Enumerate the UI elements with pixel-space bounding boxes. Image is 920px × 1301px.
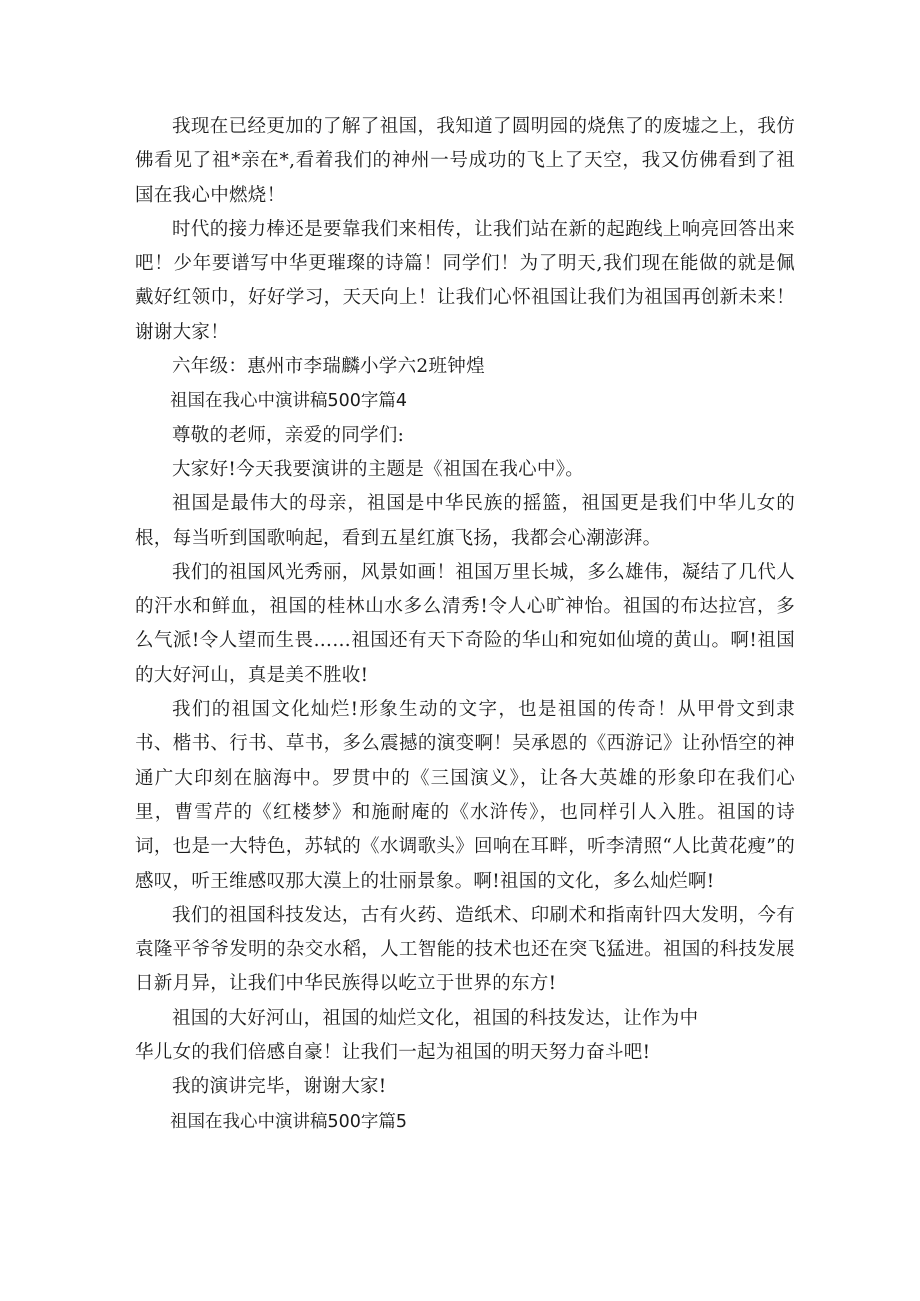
section-heading-4: 祖国在我心中演讲稿500字篇4 [170, 391, 408, 412]
paragraph-relay-baton: 时代的接力棒还是要靠我们来相传，让我们站在新的起跑线上响亮回答出来吧！少年要谱写中华更璀璨的诗篇！同学们！为了明天,我们现在能做的就是佩戴好红领巾，好好学习，天天向上！让我们心怀祖国让我们为祖国再创新未来！谢谢大家！ [135, 218, 795, 343]
paragraph-culture: 我们的祖国文化灿烂!形象生动的文字，也是祖国的传奇！从甲骨文到隶书、楷书、行书、草书，多么震撼的演变啊！吴承恩的《西游记》让孙悟空的神通广大印刻在脑海中。罗贯中的《三国演义》，让各大英雄的形象印在我们心里，曹雪芹的《红楼梦》和施耐庵的《水浒传》，也同样引人入胜。祖国的诗词，也是一大特色，苏轼的《水调歌头》回响在耳畔，听李清照“人比黄花瘦”的感叹，听王维感叹那大漠上的壮丽景象。啊!祖国的文化，多么灿烂啊! [135, 699, 795, 892]
salutation: 尊敬的老师，亲爱的同学们: [172, 424, 405, 446]
paragraph-great-mother: 祖国是最伟大的母亲，祖国是中华民族的摇篮，祖国更是我们中华儿女的根，每当听到国歌响起，看到五星红旗飞扬，我都会心潮澎湃。 [135, 493, 795, 549]
section-heading-5: 祖国在我心中演讲稿500字篇5 [170, 1111, 408, 1132]
paragraph-pride-line-2: 华儿女的我们倍感自豪！让我们一起为祖国的明天努力奋斗吧! [135, 1042, 651, 1064]
document-body [135, 110, 795, 1139]
paragraph-understanding-motherland: 我现在已经更加的了解了祖国，我知道了圆明园的烧焦了的废墟之上，我仿佛看见了祖*亲在*,看着我们的神州一号成功的飞上了天空，我又仿佛看到了祖国在我心中燃烧！ [135, 116, 795, 206]
paragraph-scenery: 我们的祖国风光秀丽，风景如画！祖国万里长城，多么雄伟，凝结了几代人的汗水和鲜血，祖国的桂林山水多么清秀!令人心旷神怡。祖国的布达拉宫，多么气派!令人望而生畏……祖国还有天下奇险的华山和宛如仙境的黄山。啊!祖国的大好河山，真是美不胜收! [135, 561, 795, 686]
closing-line: 我的演讲完毕，谢谢大家! [172, 1076, 387, 1098]
paragraph-technology: 我们的祖国科技发达，古有火药、造纸术、印刷术和指南针四大发明，今有袁隆平爷爷发明的杂交水稻，人工智能的技术也还在突飞猛进。祖国的科技发展日新月异，让我们中华民族得以屹立于世界的东方! [135, 904, 795, 995]
speech-topic: 大家好!今天我要演讲的主题是《祖国在我心中》。 [172, 458, 585, 480]
author-line: 六年级：惠州市李瑞麟小学六2班钟煌 [172, 356, 485, 378]
paragraph-pride-line-1: 祖国的大好河山，祖国的灿烂文化，祖国的科技发达，让作为中 [172, 1007, 699, 1029]
